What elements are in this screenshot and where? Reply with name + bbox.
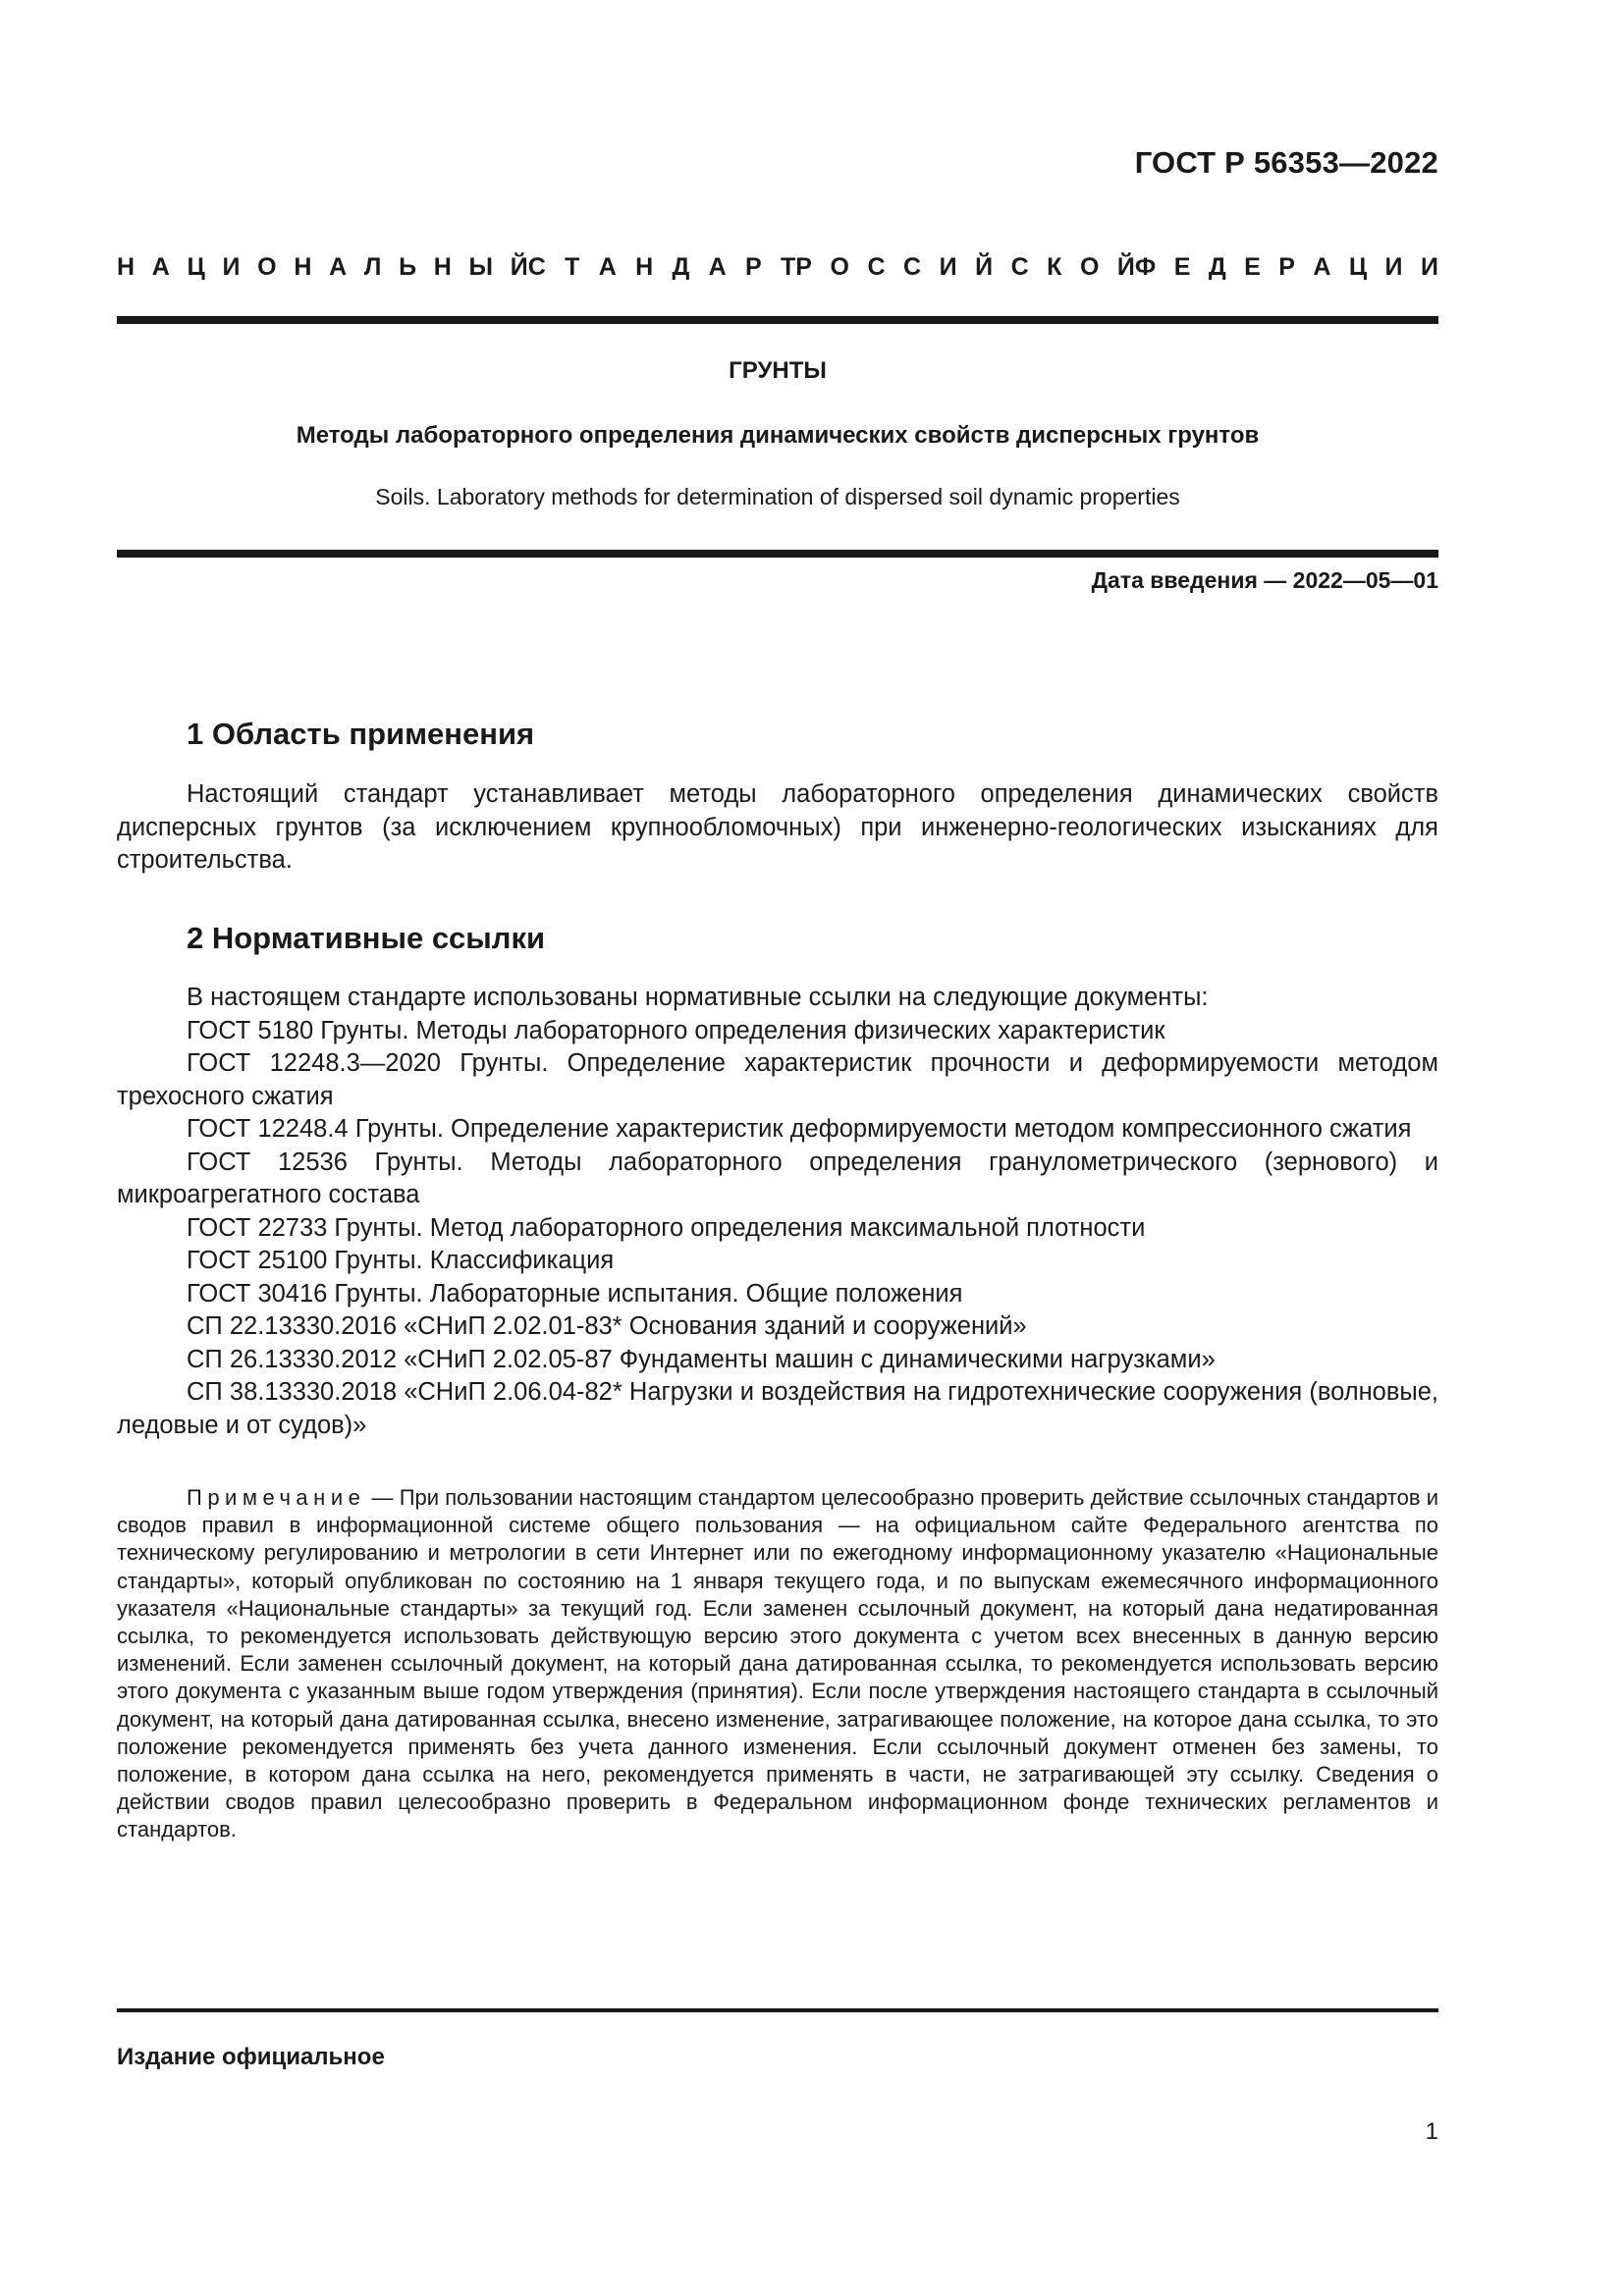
page-number: 1 xyxy=(1425,2118,1438,2145)
references-list xyxy=(117,982,1438,1442)
reference-item: ГОСТ 30416 Грунты. Лабораторные испытания. Общие положения xyxy=(187,1279,963,1308)
footer-divider xyxy=(117,2008,1438,2012)
reference-item: ГОСТ 22733 Грунты. Метод лабораторного определения максимальной плотности xyxy=(187,1213,1146,1242)
section-1-paragraph: Настоящий стандарт устанавливает методы лабораторного определения динамических свойств дисперсных грунтов (за исключением крупнообломочных) при инженерно-геологических изысканиях для строительства. xyxy=(117,780,1438,874)
document-title: ГРУНТЫ xyxy=(729,357,827,384)
reference-item: ГОСТ 12248.4 Грунты. Определение характеристик деформируемости методом компрессионного сжатия xyxy=(187,1115,1412,1143)
national-standard-title xyxy=(117,253,1438,282)
reference-item: ГОСТ 5180 Грунты. Методы лабораторного определения физических характеристик xyxy=(187,1016,1165,1044)
standard-number: ГОСТ Р 56353—2022 xyxy=(1134,145,1438,180)
section-2-heading: 2 Нормативные ссылки xyxy=(187,921,546,955)
section-1-text xyxy=(117,778,1438,878)
edition-label: Издание официальное xyxy=(117,2044,385,2070)
title-divider xyxy=(117,550,1438,558)
reference-item: СП 26.13330.2012 «СНиП 2.02.05-87 Фундаменты машин с динамическими нагрузками» xyxy=(187,1345,1216,1373)
references-intro: В настоящем стандарте использованы нормативные ссылки на следующие документы: xyxy=(187,984,1209,1011)
document-page xyxy=(117,0,1438,2296)
section-1-heading: 1 Область применения xyxy=(187,717,535,751)
note xyxy=(117,1484,1438,1844)
national-title-word: Ф Е Д Е Р А Ц И И xyxy=(1134,253,1438,281)
reference-item: СП 38.13330.2018 «СНиП 2.06.04-82* Нагрузки и воздействия на гидротехнические сооружения (волновые, ледовые и от судов)» xyxy=(117,1378,1438,1439)
note-text: — При пользовании настоящим стандартом целесообразно проверить действие ссылочных стандартов и сводов правил в информационной системе общего пользования — на официальном сайте Федерального агентства по техническому регулированию и метрологии в сети Интернет или по ежегодному информационному указателю «Национальные стандарты», который опубликован по состоянию на 1 января текущего года, и по выпускам ежемесячного информационного указателя «Национальные стандарты» за текущий год. Если заменен ссылочный документ, на который дана недатированная ссылка, то рекомендуется использовать действующую версию этого документа с учетом всех внесенных в данную версию изменений. Если заменен ссылочный документ, на который дана датированная ссылка, то рекомендуется использовать версию этого документа с указанным выше годом утверждения (принятия). Если после утверждения настоящего стандарта в ссылочный документ, на который дана датированная ссылка, внесено изменение, затрагивающее положение, на которое дана ссылка, то это положение рекомендуется применять без учета данного изменения. Если ссылочный документ отменен без замены, то положение, в котором дана ссылка на него, рекомендуется применять в части, не затрагивающей эту ссылку. Сведения о действии сводов правил целесообразно проверить в Федеральном информационном фонде технических регламентов и стандартов. xyxy=(117,1485,1438,1842)
note-label: Примечание xyxy=(187,1485,366,1510)
national-title-word: С Т А Н Д А Р Т xyxy=(527,253,796,281)
reference-item: ГОСТ 12536 Грунты. Методы лабораторного определения гранулометрического (зернового) и микроагрегатного состава xyxy=(117,1148,1438,1208)
introduction-date: Дата введения — 2022—05—01 xyxy=(1091,567,1438,593)
document-subtitle: Методы лабораторного определения динамических свойств дисперсных грунтов xyxy=(296,422,1260,449)
national-title-word: Р О С С И Й С К О Й xyxy=(795,253,1135,281)
national-title-word: Н А Ц И О Н А Л Ь Н Ы Й xyxy=(117,253,528,281)
reference-item: ГОСТ 25100 Грунты. Классификация xyxy=(187,1247,615,1274)
document-title-english: Soils. Laboratory methods for determination of dispersed soil dynamic properties xyxy=(375,484,1180,509)
reference-item: СП 22.13330.2016 «СНиП 2.02.01-83* Основания зданий и сооружений» xyxy=(187,1312,1027,1340)
header-divider xyxy=(117,316,1438,324)
reference-item: ГОСТ 12248.3—2020 Грунты. Определение характеристик прочности и деформируемости методом трехосного сжатия xyxy=(117,1049,1438,1110)
